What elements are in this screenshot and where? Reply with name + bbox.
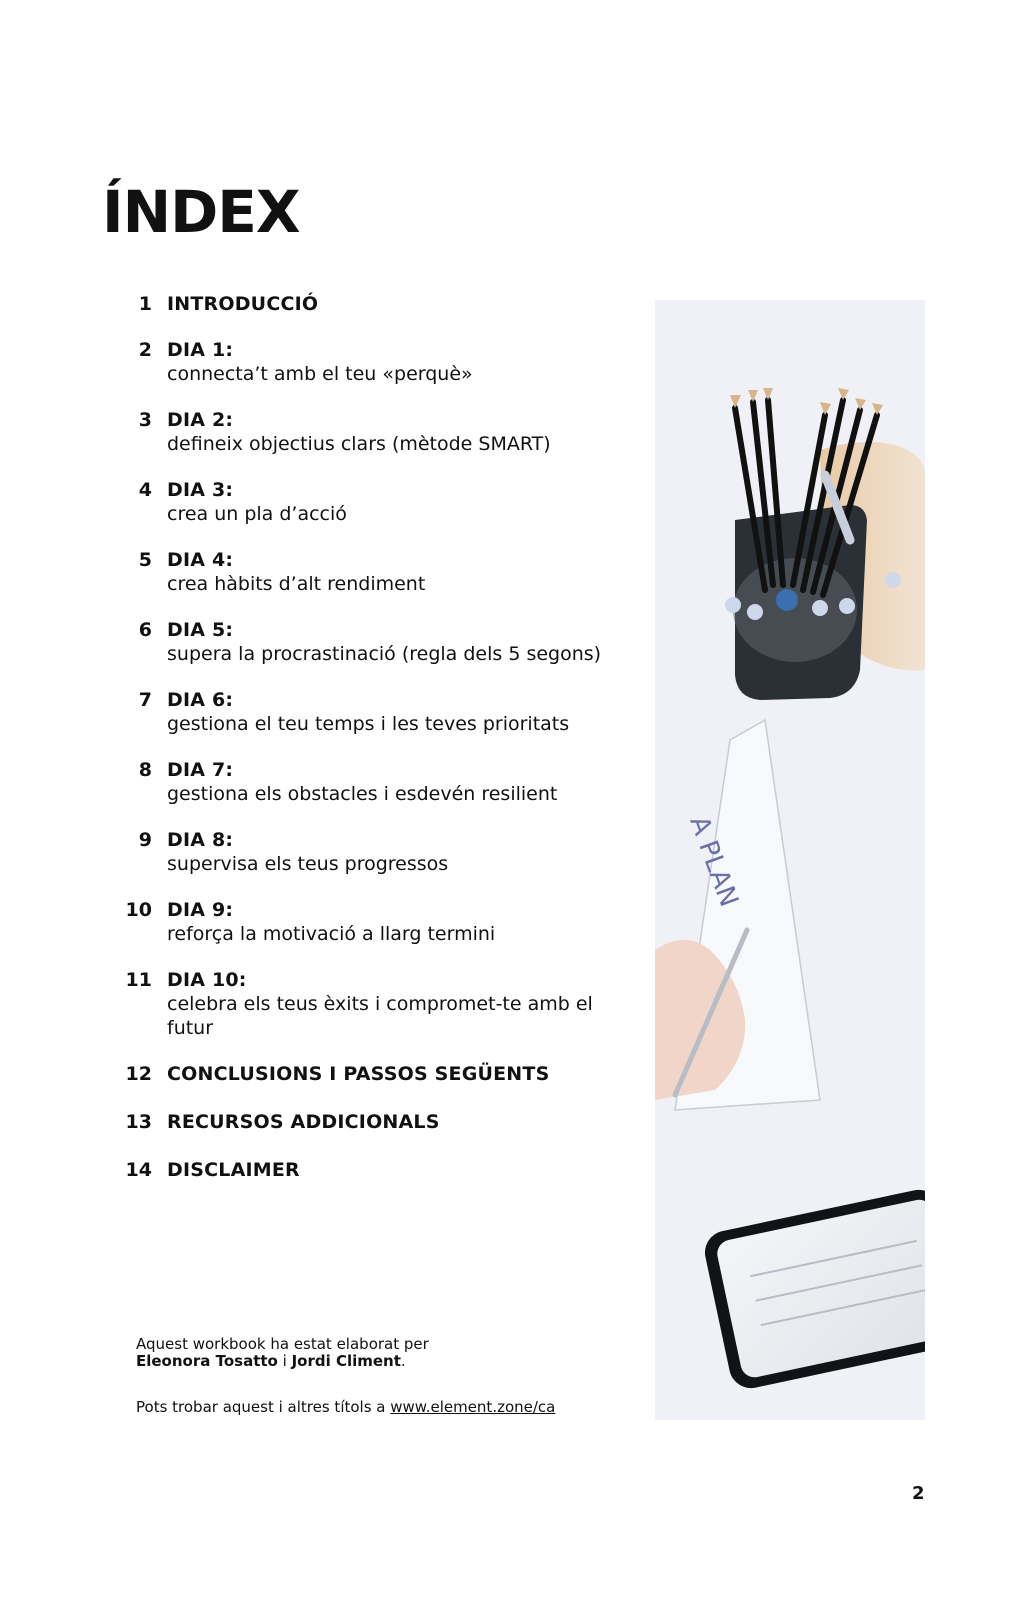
toc-subtitle: supervisa els teus progressos	[167, 853, 449, 875]
toc-number: 6	[138, 619, 152, 641]
toc-heading: DIA 6:	[167, 689, 234, 711]
toc-heading: DIA 4:	[167, 549, 234, 571]
toc-entry[interactable]	[112, 478, 632, 526]
toc-subtitle: connecta’t amb el teu «perquè»	[167, 363, 473, 385]
toc-subtitle: gestiona els obstacles i esdevén resilient	[167, 783, 558, 805]
note-text: A PLAN	[683, 812, 744, 911]
toc-number: 5	[138, 549, 152, 571]
toc-number: 8	[138, 759, 152, 781]
toc-number: 4	[138, 479, 152, 501]
toc-entry[interactable]	[112, 688, 632, 736]
toc-heading: DIA 7:	[167, 759, 234, 781]
page-title: ÍNDEX	[102, 178, 300, 246]
toc-heading: DISCLAIMER	[167, 1159, 300, 1181]
toc-subtitle: crea un pla d’acció	[167, 503, 347, 525]
toc-entry[interactable]	[112, 292, 632, 316]
toc-heading: CONCLUSIONS I PASSOS SEGÜENTS	[167, 1063, 550, 1085]
toc-entry[interactable]	[112, 898, 632, 946]
credits-period: .	[400, 1352, 406, 1370]
toc-entry[interactable]	[112, 618, 632, 666]
credits	[136, 1336, 429, 1370]
toc-entry[interactable]	[112, 758, 632, 806]
table-of-contents	[112, 292, 632, 1204]
credits-authors	[136, 1353, 429, 1370]
toc-number: 2	[138, 339, 152, 361]
toc-number: 12	[125, 1063, 152, 1085]
toc-number: 7	[138, 689, 152, 711]
toc-heading: RECURSOS ADDICIONALS	[167, 1111, 440, 1133]
toc-entry[interactable]	[112, 548, 632, 596]
toc-number: 13	[125, 1111, 152, 1133]
page-number: 2	[912, 1483, 925, 1504]
credits-line: Aquest workbook ha estat elaborat per	[136, 1335, 429, 1353]
credits-connector: i	[277, 1352, 292, 1370]
find-more-line	[136, 1398, 555, 1416]
toc-heading: DIA 3:	[167, 479, 234, 501]
toc-entry[interactable]	[112, 408, 632, 456]
toc-subtitle: gestiona el teu temps i les teves prioritats	[167, 713, 570, 735]
toc-heading: INTRODUCCIÓ	[167, 293, 319, 315]
decorative-photo	[655, 300, 925, 1420]
toc-heading: DIA 10:	[167, 969, 247, 991]
website-link[interactable]: www.element.zone/ca	[390, 1398, 556, 1416]
toc-entry[interactable]	[112, 828, 632, 876]
toc-heading: DIA 8:	[167, 829, 234, 851]
toc-entry[interactable]	[112, 1110, 632, 1134]
toc-subtitle: celebra els teus èxits i compromet-te amb el futur	[167, 993, 593, 1039]
toc-entry[interactable]	[112, 338, 632, 386]
author-name: Jordi Climent	[291, 1352, 401, 1370]
toc-subtitle: reforça la motivació a llarg termini	[167, 923, 496, 945]
toc-number: 11	[125, 969, 152, 991]
toc-heading: DIA 9:	[167, 899, 234, 921]
toc-heading: DIA 2:	[167, 409, 234, 431]
toc-number: 9	[138, 829, 152, 851]
find-more-text: Pots trobar aquest i altres títols a	[136, 1398, 391, 1416]
toc-number: 10	[125, 899, 152, 921]
toc-number: 14	[125, 1159, 152, 1181]
toc-subtitle: defineix objectius clars (mètode SMART)	[167, 433, 551, 455]
toc-entry[interactable]	[112, 1062, 632, 1086]
toc-subtitle: crea hàbits d’alt rendiment	[167, 573, 426, 595]
toc-number: 3	[138, 409, 152, 431]
toc-heading: DIA 5:	[167, 619, 234, 641]
toc-number: 1	[138, 293, 152, 315]
toc-heading: DIA 1:	[167, 339, 234, 361]
photo-illustration	[655, 300, 925, 1420]
author-name: Eleonora Tosatto	[136, 1352, 278, 1370]
toc-entry[interactable]	[112, 968, 632, 1040]
toc-entry[interactable]	[112, 1158, 632, 1182]
toc-subtitle: supera la procrastinació (regla dels 5 segons)	[167, 643, 602, 665]
